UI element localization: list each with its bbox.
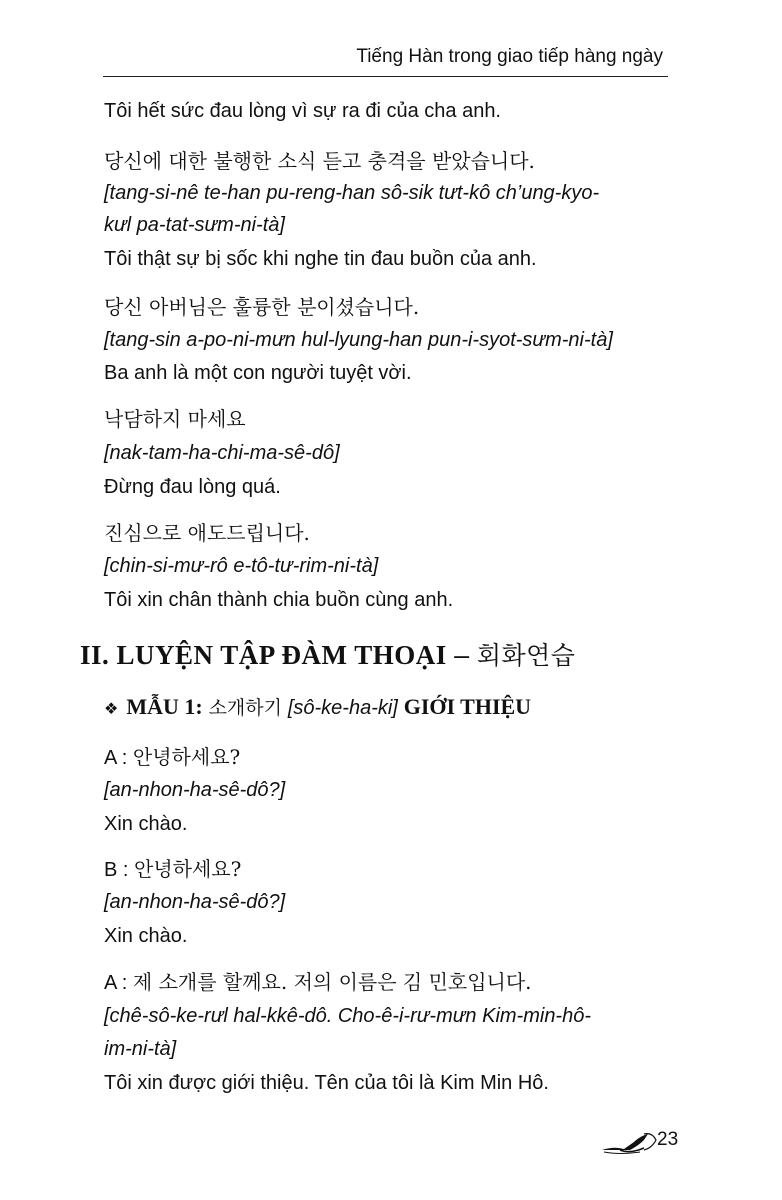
dialogue-romanization: im-ni-tà]: [104, 1038, 177, 1060]
page-number: 23: [657, 1129, 679, 1150]
phrase-vietnamese: Đừng đau lòng quá.: [104, 476, 281, 498]
header-divider: [103, 76, 668, 77]
dialogue-line-korean: B : 안녕하세요?: [104, 857, 242, 881]
model-romanization: [sô-ke-ha-ki]: [287, 697, 398, 719]
dialogue-korean: 안녕하세요?: [132, 745, 241, 769]
speaker-label: A: [104, 747, 117, 769]
phrase-romanization: kưl pa-tat-sưm-ni-tà]: [104, 214, 285, 236]
phrase-korean: 낙담하지 마세요: [104, 407, 246, 431]
phrase-romanization: [nak-tam-ha-chi-ma-sê-dô]: [104, 442, 340, 464]
phrase-vietnamese: Tôi thật sự bị sốc khi nghe tin đau buồn của anh.: [104, 248, 537, 270]
dialogue-romanization: [an-nhon-ha-sê-dô?]: [104, 779, 286, 801]
section-korean: 회화연습: [476, 641, 576, 670]
page-footer: [600, 1128, 682, 1156]
pen-ornament-icon: [600, 1128, 660, 1156]
dialogue-line-korean: A : 제 소개를 할께요. 저의 이름은 김 민호입니다.: [104, 970, 532, 994]
phrase-romanization: [tang-sin a-po-ni-mưn hul-lyung-han pun-i-syot-sưm-ni-tà]: [104, 329, 613, 351]
phrase-vietnamese: Ba anh là một con người tuyệt vời.: [104, 362, 412, 384]
phrase-korean: 진심으로 애도드립니다.: [104, 521, 310, 545]
speaker-label: A: [104, 972, 117, 994]
dialogue-vietnamese: Xin chào.: [104, 925, 188, 947]
dialogue-vietnamese: Tôi xin được giới thiệu. Tên của tôi là Kim Min Hô.: [104, 1072, 549, 1094]
speaker-label: B: [104, 859, 118, 881]
phrase-vietnamese: Tôi xin chân thành chia buồn cùng anh.: [104, 589, 454, 611]
dialogue-vietnamese: Xin chào.: [104, 813, 188, 835]
dialogue-korean: 안녕하세요?: [134, 857, 242, 881]
phrase-romanization: [tang-si-nê te-han pu-reng-han sô-sik tưt-kô ch’ung-kyo-: [104, 182, 600, 204]
dialogue-romanization: [an-nhon-ha-sê-dô?]: [104, 891, 286, 913]
dialogue-romanization: [chê-sô-ke-rưl hal-kkê-dô. Cho-ê-i-rư-mưn Kim-min-hô-: [104, 1005, 592, 1027]
dialogue-korean: 제 소개를 할께요. 저의 이름은 김 민호입니다.: [132, 970, 532, 994]
diamond-bullet-icon: ❖: [104, 699, 119, 718]
section-heading: [80, 638, 575, 673]
intro-sentence: Tôi hết sức đau lòng vì sự ra đi của cha anh.: [104, 100, 501, 122]
model-korean: 소개하기: [208, 697, 282, 719]
phrase-korean: 당신에 대한 불행한 소식 듣고 충격을 받았습니다.: [104, 149, 535, 173]
running-title: Tiếng Hàn trong giao tiếp hàng ngày: [356, 46, 663, 67]
model-heading: [104, 693, 531, 723]
phrase-romanization: [chin-si-mư-rô e-tô-tư-rim-ni-tà]: [104, 555, 379, 577]
model-label: MẪU 1:: [126, 694, 203, 719]
section-title: II. LUYỆN TẬP ĐÀM THOẠI: [80, 640, 447, 670]
phrase-korean: 당신 아버님은 훌륭한 분이셨습니다.: [104, 295, 420, 319]
model-title: GIỚI THIỆU: [403, 694, 532, 719]
section-dash: –: [454, 640, 470, 670]
dialogue-line-korean: A : 안녕하세요?: [104, 745, 241, 769]
